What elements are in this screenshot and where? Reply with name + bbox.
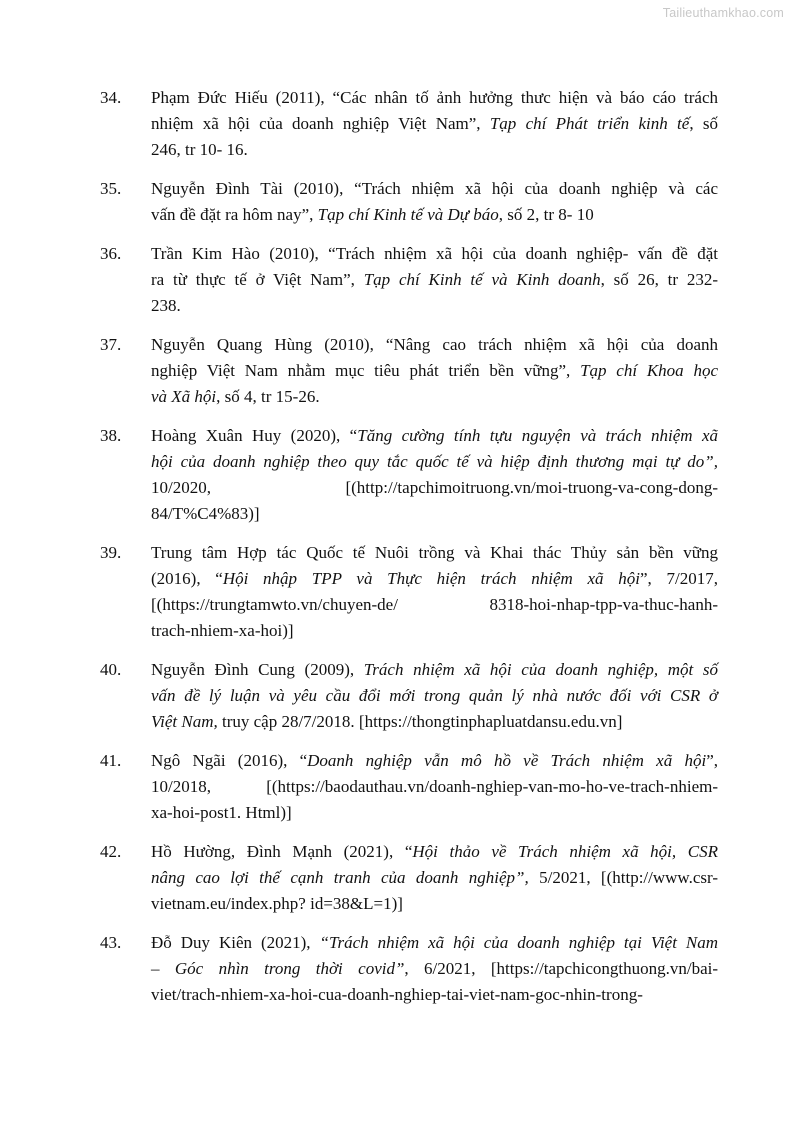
text-segment: viet/trach-nhiem-xa-hoi-cua-doanh-nghiep-tai-viet-nam-goc-nhin-trong- — [151, 985, 643, 1004]
text-segment: Nguyễn Đình Cung (2009), — [151, 660, 364, 679]
text-segment: nghiệp Việt Nam nhằm mục tiêu phát triển bền vững”, — [151, 361, 581, 380]
text-segment: , số 26, tr 232- — [600, 270, 718, 289]
text-segment: Nguyễn Đình Tài (2010), “Trách nhiệm xã hội của doanh nghiệp và các — [151, 179, 718, 198]
reference-line — [151, 293, 718, 319]
italic-segment: Tạp chí Phát triển kinh tế — [489, 114, 690, 133]
text-segment: 10/2020, [(http://tapchimoitruong.vn/moi-truong-va-cong-dong- — [151, 478, 718, 497]
reference-number: 37. — [100, 335, 122, 354]
reference-line — [151, 566, 718, 592]
reference-item — [0, 423, 794, 527]
text-segment: trach-nhiem-xa-hoi)] — [151, 621, 294, 640]
text-segment: vấn đề đặt ra hôm nay”, — [151, 205, 318, 224]
reference-item — [0, 241, 794, 319]
reference-line — [151, 592, 718, 618]
reference-line — [151, 800, 718, 826]
text-segment: Nguyễn Quang Hùng (2010), “Nâng cao trách nhiệm xã hội của doanh — [151, 335, 718, 354]
italic-segment: hội của doanh nghiệp theo quy tắc quốc tế và hiệp định thương mại tự do”, — [151, 452, 718, 471]
reference-line — [151, 358, 718, 384]
text-segment: 5/2021, [(http://www.csr- — [528, 868, 718, 887]
italic-segment: Trách nhiệm xã hội của doanh nghiệp, một số — [363, 660, 718, 679]
reference-number: 40. — [100, 660, 122, 679]
reference-line — [151, 839, 718, 865]
text-segment: , số — [689, 114, 718, 133]
reference-line — [151, 774, 718, 800]
text-segment: , số 2, tr 8- 10 — [498, 205, 594, 224]
text-segment: Ngô Ngãi (2016), “ — [151, 751, 308, 770]
reference-text — [151, 748, 718, 826]
text-segment: xa-hoi-post1. Html)] — [151, 803, 292, 822]
reference-line — [151, 202, 718, 228]
reference-line — [151, 85, 718, 111]
italic-segment: vấn đề lý luận và yêu cầu đổi mới trong quản lý nhà nước đối với CSR ở — [151, 686, 718, 705]
reference-item — [0, 332, 794, 410]
reference-text — [151, 423, 718, 527]
italic-segment: Tăng cường tính tựu nguyện và trách nhiệm xã — [357, 426, 718, 445]
text-segment: [(https://trungtamwto.vn/chuyen-de/ 8318-hoi-nhap-tpp-va-thuc-hanh- — [151, 595, 718, 614]
text-segment: 84/T%C4%83)] — [151, 504, 260, 523]
italic-segment: – Góc nhìn trong thời covid” — [151, 959, 405, 978]
italic-segment: Hội nhập TPP và Thực hiện trách nhiệm xã hội — [222, 569, 640, 588]
reference-line — [151, 683, 718, 709]
reference-line — [151, 930, 718, 956]
italic-segment: Tạp chí Kinh tế và Dự báo — [317, 205, 499, 224]
reference-line — [151, 748, 718, 774]
italic-segment: Tạp chí Kinh tế và Kinh doanh — [363, 270, 601, 289]
reference-line — [151, 176, 718, 202]
reference-line — [151, 982, 718, 1008]
reference-item — [0, 176, 794, 228]
reference-item — [0, 85, 794, 163]
text-segment: Đỗ Duy Kiên (2021), — [151, 933, 320, 952]
reference-item — [0, 930, 794, 1008]
reference-line — [151, 332, 718, 358]
reference-number: 34. — [100, 88, 122, 107]
italic-segment: Hội thảo về Trách nhiệm xã hội, CSR — [412, 842, 718, 861]
text-segment: Hồ Hường, Đình Mạnh (2021), “ — [151, 842, 413, 861]
reference-line — [151, 865, 718, 891]
reference-line — [151, 540, 718, 566]
text-segment: (2016), “ — [151, 569, 223, 588]
reference-number: 43. — [100, 933, 122, 952]
text-segment: 238. — [151, 296, 181, 315]
reference-item — [0, 540, 794, 644]
text-segment: vietnam.eu/index.php? id=38&L=1)] — [151, 894, 403, 913]
text-segment: ”, 7/2017, — [640, 569, 718, 588]
reference-line — [151, 241, 718, 267]
reference-text — [151, 85, 718, 163]
reference-line — [151, 475, 718, 501]
text-segment: , số 4, tr 15-26. — [216, 387, 320, 406]
reference-number: 42. — [100, 842, 122, 861]
reference-number: 41. — [100, 751, 122, 770]
text-segment: Trung tâm Hợp tác Quốc tế Nuôi trồng và Khai thác Thủy sản bền vững — [151, 543, 718, 562]
reference-text — [151, 540, 718, 644]
text-segment: 246, tr 10- 16. — [151, 140, 248, 159]
reference-line — [151, 423, 718, 449]
reference-number: 35. — [100, 179, 122, 198]
reference-list — [0, 85, 794, 1021]
text-segment: ”, — [706, 751, 718, 770]
italic-segment: Tạp chí Khoa học — [580, 361, 719, 380]
watermark: Tailieuthamkhao.com — [662, 6, 784, 20]
text-segment: Trần Kim Hào (2010), “Trách nhiệm xã hội của doanh nghiệp- vấn đề đặt — [151, 244, 718, 263]
text-segment: ra từ thực tế ở Việt Nam”, — [151, 270, 364, 289]
reference-line — [151, 956, 718, 982]
italic-segment: Doanh nghiệp vẫn mô hồ về Trách nhiệm xã hội — [307, 751, 707, 770]
italic-segment: và Xã hội — [151, 387, 217, 406]
reference-number: 36. — [100, 244, 122, 263]
reference-item — [0, 657, 794, 735]
reference-line — [151, 501, 718, 527]
text-segment: , 6/2021, [https://tapchicongthuong.vn/bai- — [404, 959, 718, 978]
reference-line — [151, 111, 718, 137]
reference-line — [151, 384, 718, 410]
italic-segment: Việt Nam, — [151, 712, 218, 731]
reference-text — [151, 241, 718, 319]
text-segment: Phạm Đức Hiếu (2011), “Các nhân tố ảnh hưởng thưc hiện và báo cáo trách — [151, 88, 718, 107]
reference-item — [0, 839, 794, 917]
reference-number: 38. — [100, 426, 122, 445]
reference-text — [151, 839, 718, 917]
italic-segment: nâng cao lợi thế cạnh tranh của doanh nghiệp”, — [151, 868, 529, 887]
reference-line — [151, 137, 718, 163]
reference-line — [151, 657, 718, 683]
reference-text — [151, 657, 718, 735]
text-segment: truy cập 28/7/2018. [https://thongtinphapluatdansu.edu.vn] — [217, 712, 623, 731]
reference-text — [151, 930, 718, 1008]
reference-line — [151, 267, 718, 293]
reference-line — [151, 618, 718, 644]
reference-line — [151, 709, 718, 735]
text-segment: 10/2018, [(https://baodauthau.vn/doanh-nghiep-van-mo-ho-ve-trach-nhiem- — [151, 777, 718, 796]
text-segment: Hoàng Xuân Huy (2020), “ — [151, 426, 358, 445]
reference-line — [151, 449, 718, 475]
reference-item — [0, 748, 794, 826]
reference-text — [151, 176, 718, 228]
reference-text — [151, 332, 718, 410]
reference-number: 39. — [100, 543, 122, 562]
text-segment: nhiệm xã hội của doanh nghiệp Việt Nam”, — [151, 114, 490, 133]
italic-segment: “Trách nhiệm xã hội của doanh nghiệp tại Việt Nam — [319, 933, 718, 952]
reference-line — [151, 891, 718, 917]
